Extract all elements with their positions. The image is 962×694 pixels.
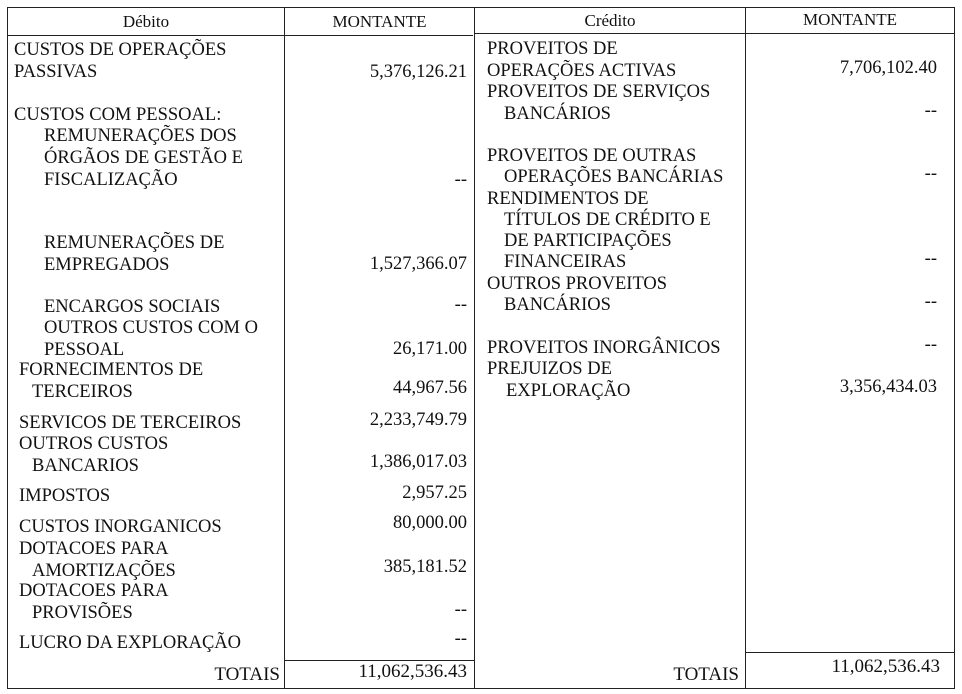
debit-item-label: PESSOAL [44, 340, 125, 360]
debit-totals-label: TOTAIS [214, 664, 280, 685]
header-montante-left: MONTANTE [332, 12, 427, 31]
credit-item-label: FINANCEIRAS [504, 252, 627, 272]
debit-item-label: BANCARIOS [32, 456, 139, 476]
header-debit: Débito [122, 12, 170, 31]
debit-item-label: OUTROS CUSTOS [19, 434, 169, 454]
debit-item-amount: 5,376,126.21 [369, 62, 467, 82]
credit-item-label: RENDIMENTOS DE [487, 189, 649, 209]
credit-item-label: PROVEITOS DE OUTRAS [487, 146, 697, 166]
debit-item-label: FORNECIMENTOS DE [19, 360, 204, 380]
debit-item-amount: 1,527,366.07 [369, 254, 467, 274]
debit-item-label: ENCARGOS SOCIAIS [44, 297, 221, 317]
debit-item-amount: 26,171.00 [393, 339, 467, 359]
debit-item-label: AMORTIZAÇÕES [32, 561, 176, 581]
debit-item-label: SERVICOS DE TERCEIROS [19, 413, 242, 433]
credit-item-label: PROVEITOS DE [487, 39, 618, 59]
left-outer-border [7, 7, 8, 689]
debit-item-amount: 385,181.52 [383, 557, 467, 577]
debit-item-label: DOTACOES PARA [19, 539, 169, 559]
debit-item-amount: -- [454, 600, 467, 620]
debit-item-amount: -- [454, 170, 467, 190]
credit-item-label: PREJUIZOS DE [487, 359, 612, 379]
debit-item-label: EMPREGADOS [44, 255, 170, 275]
header-credit: Crédito [584, 11, 636, 30]
credit-item-amount: -- [924, 292, 937, 312]
credit-item-amount: 7,706,102.40 [839, 58, 937, 78]
credit-item-amount: -- [924, 101, 937, 121]
credit-item-label: PROVEITOS INORGÂNICOS [487, 338, 721, 358]
credit-item-label: OPERAÇÕES BANCÁRIAS [504, 167, 724, 187]
debit-item-amount: 1,386,017.03 [369, 452, 467, 472]
header-bottom-border-right [474, 33, 955, 34]
table-bottom-border [7, 688, 955, 689]
totals-top-border-right [745, 652, 955, 653]
credit-item-label: OUTROS PROVEITOS [487, 274, 668, 294]
debit-item-label: CUSTOS DE OPERAÇÕES [14, 40, 227, 60]
header-montante-right: MONTANTE [802, 10, 897, 29]
debit-item-amount: -- [454, 295, 467, 315]
debit-item-label: DOTACOES PARA [19, 581, 169, 601]
debit-item-label: LUCRO DA EXPLORAÇÃO [19, 633, 242, 653]
credit-item-label: TÍTULOS DE CRÉDITO E [504, 210, 711, 230]
debit-item-label: TERCEIROS [32, 382, 133, 402]
debit-item-label: REMUNERAÇÕES DOS [44, 126, 237, 146]
credit-item-label: BANCÁRIOS [504, 295, 611, 315]
debit-item-amount: 2,957.25 [402, 483, 467, 503]
credit-item-label: PROVEITOS DE SERVIÇOS [487, 82, 711, 102]
credit-item-amount: -- [924, 164, 937, 184]
header-bottom-border-left [7, 35, 473, 36]
credit-item-amount: -- [924, 335, 937, 355]
credit-item-amount: -- [924, 249, 937, 269]
debit-item-label: REMUNERAÇÕES DE [44, 233, 225, 253]
debit-item-amount: -- [454, 629, 467, 649]
debit-item-label: CUSTOS COM PESSOAL: [14, 105, 222, 125]
credit-item-label: EXPLORAÇÃO [506, 381, 631, 401]
right-outer-border [954, 7, 955, 689]
debit-item-label: PROVISÕES [32, 603, 133, 623]
credit-item-amount: 3,356,434.03 [839, 377, 937, 397]
credit-item-label: DE PARTICIPAÇÕES [504, 231, 672, 251]
debit-item-label: OUTROS CUSTOS COM O [44, 318, 258, 338]
debit-item-amount: 80,000.00 [393, 513, 467, 533]
debit-item-amount: 2,233,749.79 [369, 410, 467, 430]
credit-totals-label: TOTAIS [673, 664, 739, 685]
credit-totals-amount: 11,062,536.43 [831, 656, 940, 677]
debit-item-label: PASSIVAS [14, 62, 98, 82]
center-divider [474, 7, 475, 689]
debit-item-amount: 44,967.56 [393, 378, 467, 398]
debit-item-label: CUSTOS INORGANICOS [19, 517, 222, 537]
debit-item-label: ÓRGÃOS DE GESTÃO E [44, 148, 243, 168]
debit-item-label: FISCALIZAÇÃO [44, 170, 178, 190]
table-top-border [7, 7, 955, 8]
debit-item-label: IMPOSTOS [19, 486, 111, 506]
credit-item-label: OPERAÇÕES ACTIVAS [487, 61, 677, 81]
debit-totals-amount: 11,062,536.43 [358, 661, 467, 682]
credit-item-label: BANCÁRIOS [504, 104, 611, 124]
